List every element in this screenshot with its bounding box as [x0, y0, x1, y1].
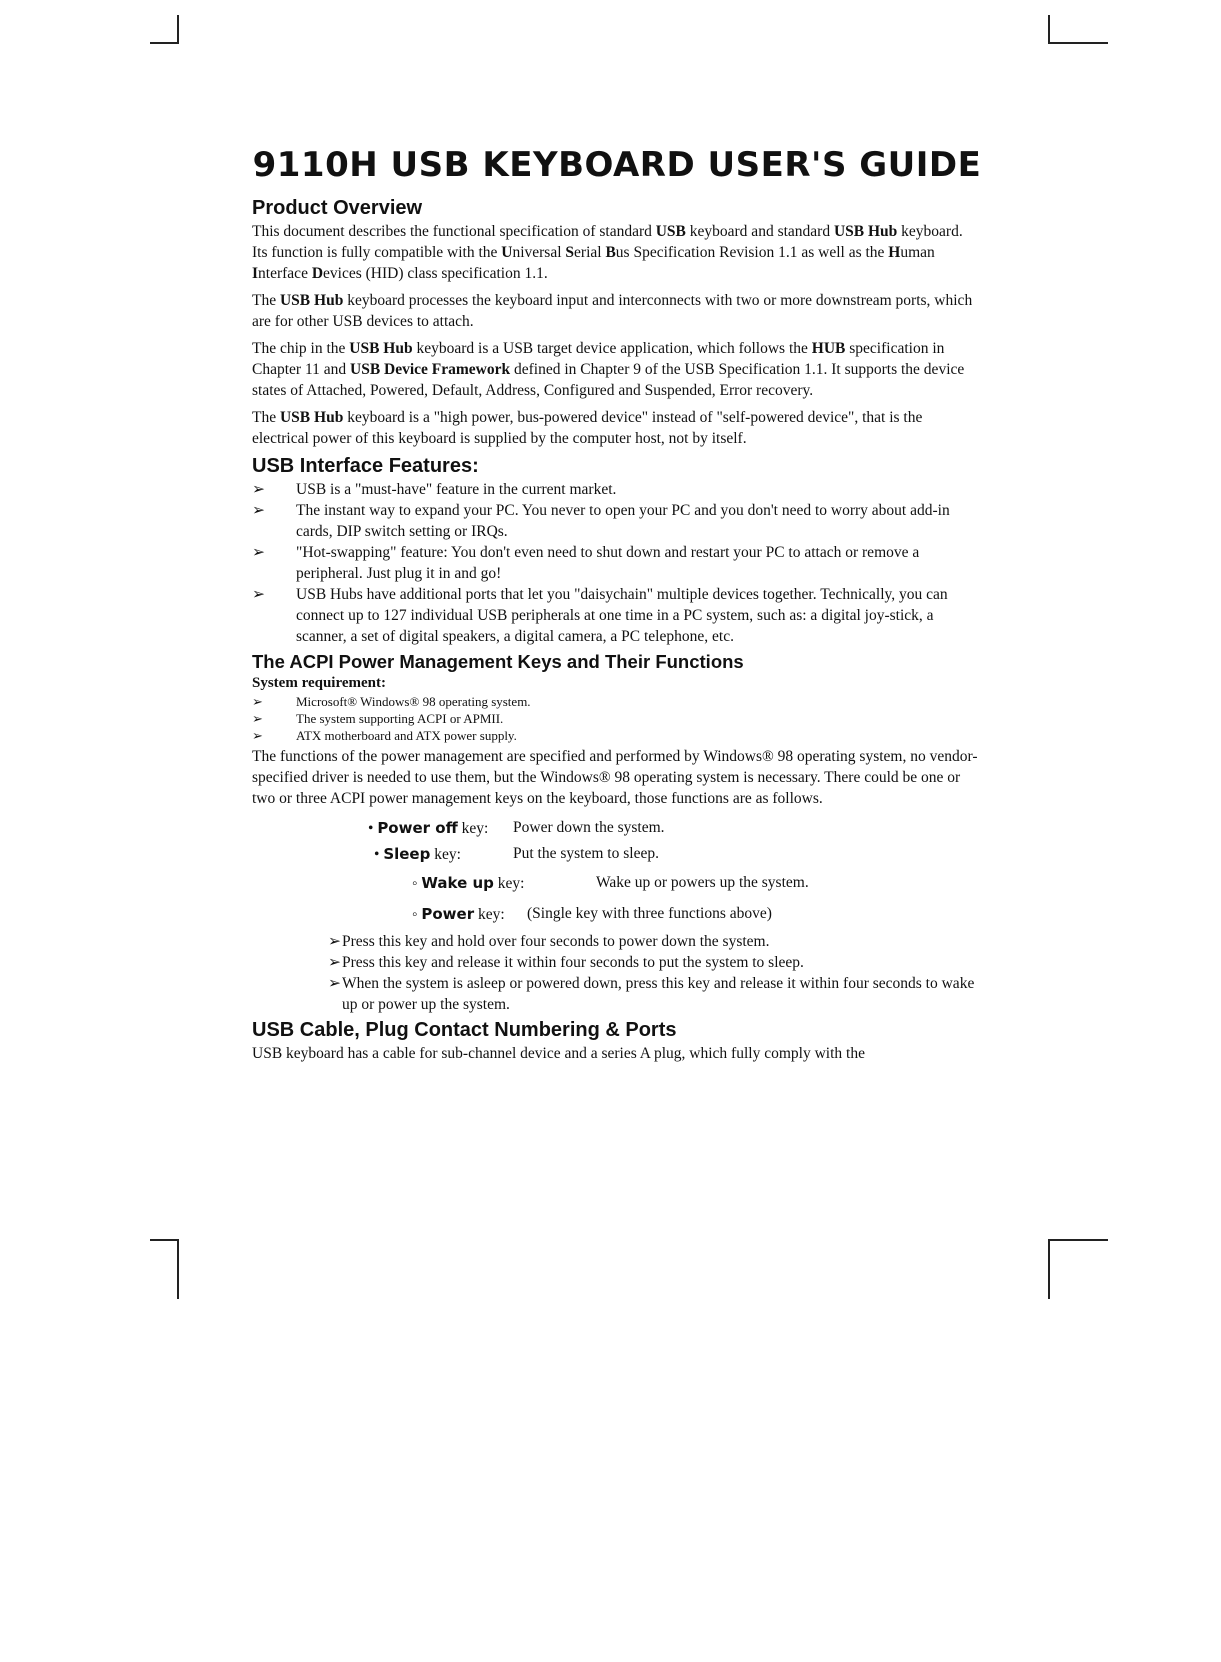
bold-term: USB Hub [279, 292, 344, 309]
acpi-heading: The ACPI Power Management Keys and Their Functions [252, 651, 744, 672]
arrow-bullet-icon: ➢ [252, 694, 263, 709]
bold-term: B [605, 244, 616, 261]
acpi-section [252, 651, 982, 1015]
crop-mark-top-right-horizontal [1048, 42, 1108, 44]
bold-term: HUB [811, 340, 846, 357]
list-item: ➢ Press this key and hold over four seconds to power down the system. [328, 933, 770, 950]
key-row-power: ◦ Power key: (Single key with three functions above) [252, 897, 982, 927]
key-name: Wake up [421, 874, 494, 892]
key-row-power-off: • Power off key: Power down the system. [252, 815, 982, 841]
list-item: ➢ Press this key and release it within four seconds to put the system to sleep. [328, 954, 804, 971]
list-item: ➢ When the system is asleep or powered down, press this key and release it within four seconds to wake up or power up the system. [328, 975, 975, 1013]
arrow-bullet-icon: ➢ [252, 544, 265, 561]
requirements-list [252, 693, 982, 744]
bold-term: USB [655, 223, 686, 240]
bold-term: H [888, 244, 901, 261]
crop-mark-top-left-vertical [177, 15, 179, 44]
arrow-bullet-icon: ➢ [252, 502, 265, 519]
bold-term: S [565, 244, 575, 261]
bold-term: U [501, 244, 513, 261]
bullet-icon: • [368, 820, 374, 837]
list-item: ➢ Microsoft® Windows® 98 operating system. [252, 694, 531, 709]
features-list [252, 479, 982, 647]
arrow-bullet-icon: ➢ [252, 728, 263, 743]
crop-mark-bottom-right-vertical [1048, 1239, 1050, 1299]
overview-paragraph-2: The USB Hub keyboard processes the keyboard input and interconnects with two or more downstream ports, which are for other USB devices to attach. [252, 292, 973, 330]
usb-features-heading: USB Interface Features: [252, 455, 479, 477]
usb-cable-heading: USB Cable, Plug Contact Numbering & Ports [252, 1019, 677, 1041]
key-description: Power down the system. [513, 819, 665, 836]
usb-cable-section [252, 1019, 982, 1064]
arrow-bullet-icon: ➢ [252, 481, 265, 498]
bold-term: I [252, 265, 259, 282]
arrow-bullet-icon: ➢ [252, 711, 263, 726]
bold-term: USB Hub [833, 223, 898, 240]
power-key-usage-list [252, 931, 982, 1015]
bold-term: USB Hub [349, 340, 413, 357]
usb-cable-body: USB keyboard has a cable for sub-channel device and a series A plug, which fully comply with the [252, 1045, 865, 1062]
arrow-bullet-icon: ➢ [328, 933, 341, 950]
arrow-bullet-icon: ➢ [328, 954, 341, 971]
bullet-icon: ◦ [412, 906, 418, 923]
overview-paragraph-4: The USB Hub keyboard is a "high power, bus-powered device" instead of "self-powered device", that is the electrical power of this keyboard is supplied by the computer host, not by itself. [252, 409, 923, 447]
key-description: Put the system to sleep. [513, 845, 659, 862]
product-overview-section [252, 197, 982, 449]
key-description: Wake up or powers up the system. [596, 874, 809, 891]
key-row-wake-up: ◦ Wake up key: Wake up or powers up the system. [252, 867, 982, 897]
list-item: ➢ USB is a "must-have" feature in the current market. [252, 481, 617, 498]
overview-paragraph-3: The chip in the USB Hub keyboard is a USB target device application, which follows the HUB specification in Chapter 11 and USB Device Framework defined in Chapter 9 of the USB Specification 1.1. It supports the device states of Attached, Powered, Default, Address, Configured and Suspended, Error recovery. [252, 340, 965, 399]
system-requirement-heading: System requirement: [252, 675, 387, 691]
key-name: Power [421, 905, 475, 923]
crop-mark-top-left-horizontal [150, 42, 179, 44]
list-item: ➢ ATX motherboard and ATX power supply. [252, 728, 517, 743]
list-item: ➢ "Hot-swapping" feature: You don't even need to shut down and restart your PC to attach or remove a peripheral. Just plug it in and go! [252, 544, 920, 582]
power-keys-table [252, 815, 982, 927]
crop-mark-bottom-right-horizontal [1048, 1239, 1108, 1241]
bold-term: USB Hub [279, 409, 344, 426]
acpi-body: The functions of the power management are specified and performed by Windows® 98 operating system, no vendor-specified driver is needed to use them, but the Windows® 98 operating system is necessary. There could be one or two or three ACPI power management keys on the keyboard, those functions are as follows. [252, 748, 978, 807]
list-item: ➢ The instant way to expand your PC. You never to open your PC and you don't need to worry about add-in cards, DIP switch setting or IRQs. [252, 502, 950, 540]
key-description: (Single key with three functions above) [527, 905, 772, 922]
arrow-bullet-icon: ➢ [328, 975, 341, 992]
key-name: Power off [377, 819, 458, 837]
document-page [252, 145, 982, 1070]
arrow-bullet-icon: ➢ [252, 586, 265, 603]
list-item: ➢ USB Hubs have additional ports that let you "daisychain" multiple devices together. Technically, you can connect up to 127 individual USB peripherals at one time in a PC system, such as: a digital joy-stick, a scanner, a set of digital speakers, a digital camera, a PC telephone, etc. [252, 586, 948, 645]
overview-paragraph-1: This document describes the functional specification of standard USB keyboard and standard USB Hub keyboard. Its function is fully compatible with the Universal Serial Bus Specification Revision 1.1 as well as the Human Interface Devices (HID) class specification 1.1. [252, 223, 963, 282]
key-row-sleep: • Sleep key: Put the system to sleep. [252, 841, 982, 867]
crop-mark-bottom-left-vertical [177, 1239, 179, 1299]
page-title: 9110H USB KEYBOARD USER'S GUIDE [252, 145, 982, 185]
bold-term: USB Device Framework [350, 361, 511, 378]
crop-mark-top-right-vertical [1048, 15, 1050, 44]
usb-features-section [252, 455, 982, 647]
bold-term: D [311, 265, 324, 282]
key-name: Sleep [383, 845, 431, 863]
bullet-icon: ◦ [412, 875, 418, 892]
bullet-icon: • [374, 846, 380, 863]
product-overview-heading: Product Overview [252, 197, 423, 219]
list-item: ➢ The system supporting ACPI or APMII. [252, 711, 504, 726]
crop-mark-bottom-left-horizontal [150, 1239, 179, 1241]
